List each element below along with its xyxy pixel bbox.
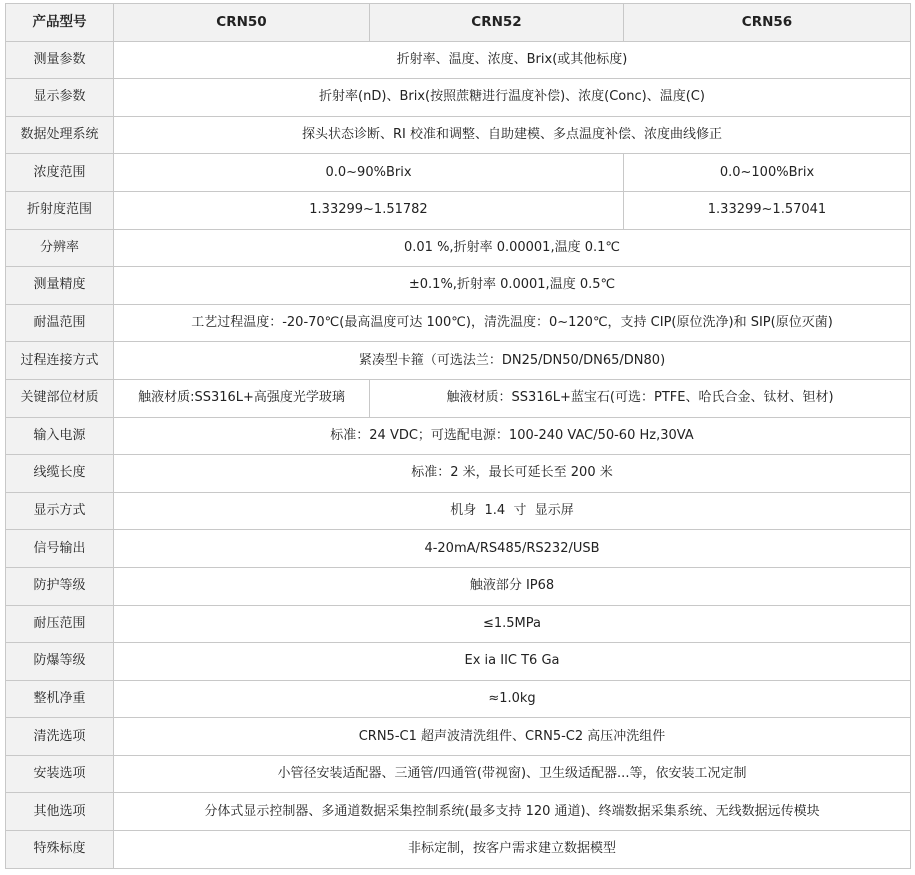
row-value: 标准：2 米，最长可延长至 200 米 [114, 455, 911, 493]
table-row [6, 229, 911, 267]
row-label: 折射度范围 [6, 191, 114, 229]
row-value: 小管径安装适配器、三通管/四通管(带视窗)、卫生级适配器...等，依安装工况定制 [114, 755, 911, 793]
table-row [6, 417, 911, 455]
table-row [6, 41, 911, 79]
row-label: 清洗选项 [6, 718, 114, 756]
table-row [6, 831, 911, 869]
row-label: 显示参数 [6, 79, 114, 117]
row-label: 防爆等级 [6, 643, 114, 681]
row-label: 信号输出 [6, 530, 114, 568]
table-row [6, 379, 911, 417]
row-value: ±0.1%,折射率 0.0001,温度 0.5℃ [114, 267, 911, 305]
row-label: 浓度范围 [6, 154, 114, 192]
row-value-crn56: 0.0~100%Brix [624, 154, 911, 192]
row-label: 特殊标度 [6, 831, 114, 869]
model-crn56: CRN56 [624, 4, 911, 42]
model-crn52: CRN52 [370, 4, 624, 42]
table-row [6, 755, 911, 793]
header-row [6, 4, 911, 42]
row-value: 分体式显示控制器、多通道数据采集控制系统(最多支持 120 通道)、终端数据采集系统、无线数据远传模块 [114, 793, 911, 831]
row-label: 测量精度 [6, 267, 114, 305]
row-value: 折射率、温度、浓度、Brix(或其他标度) [114, 41, 911, 79]
model-crn50: CRN50 [114, 4, 370, 42]
table-row [6, 718, 911, 756]
row-value: Ex ia IIC T6 Ga [114, 643, 911, 681]
header-label: 产品型号 [6, 4, 114, 42]
row-value: ≤1.5MPa [114, 605, 911, 643]
row-value-crn50-52: 0.0~90%Brix [114, 154, 624, 192]
row-value: 非标定制，按客户需求建立数据模型 [114, 831, 911, 869]
row-label: 安装选项 [6, 755, 114, 793]
row-label: 过程连接方式 [6, 342, 114, 380]
row-label: 关键部位材质 [6, 379, 114, 417]
table-row [6, 191, 911, 229]
row-value: 折射率(nD)、Brix(按照蔗糖进行温度补偿)、浓度(Conc)、温度(C) [114, 79, 911, 117]
table-row [6, 680, 911, 718]
table-row [6, 605, 911, 643]
table-row [6, 154, 911, 192]
row-label: 线缆长度 [6, 455, 114, 493]
row-value-crn56: 1.33299~1.57041 [624, 191, 911, 229]
table-row [6, 643, 911, 681]
row-label: 耐温范围 [6, 304, 114, 342]
table-row [6, 342, 911, 380]
row-value-crn50-52: 1.33299~1.51782 [114, 191, 624, 229]
row-label: 数据处理系统 [6, 116, 114, 154]
row-value: 标准：24 VDC；可选配电源：100-240 VAC/50-60 Hz,30VA [114, 417, 911, 455]
row-label: 输入电源 [6, 417, 114, 455]
row-value: 0.01 %,折射率 0.00001,温度 0.1℃ [114, 229, 911, 267]
row-label: 耐压范围 [6, 605, 114, 643]
row-value-crn50: 触液材质:SS316L+高强度光学玻璃 [114, 379, 370, 417]
table-row [6, 567, 911, 605]
row-value: 机身 1.4 寸 显示屏 [114, 492, 911, 530]
row-value: 触液部分 IP68 [114, 567, 911, 605]
row-label: 测量参数 [6, 41, 114, 79]
table-row [6, 79, 911, 117]
row-value: 紧凑型卡箍（可选法兰：DN25/DN50/DN65/DN80) [114, 342, 911, 380]
table-row [6, 267, 911, 305]
table-row [6, 492, 911, 530]
row-label: 分辨率 [6, 229, 114, 267]
table-row [6, 530, 911, 568]
row-label: 其他选项 [6, 793, 114, 831]
row-value: CRN5-C1 超声波清洗组件、CRN5-C2 高压冲洗组件 [114, 718, 911, 756]
row-value: 工艺过程温度：-20-70℃(最高温度可达 100℃)，清洗温度：0~120℃，支持 CIP(原位洗净)和 SIP(原位灭菌) [114, 304, 911, 342]
row-value: 探头状态诊断、RI 校准和调整、自助建模、多点温度补偿、浓度曲线修正 [114, 116, 911, 154]
table-row [6, 304, 911, 342]
table-row [6, 793, 911, 831]
table-row [6, 455, 911, 493]
row-label: 整机净重 [6, 680, 114, 718]
row-value: ≈1.0kg [114, 680, 911, 718]
product-spec-table [5, 3, 911, 869]
table-row [6, 116, 911, 154]
row-label: 防护等级 [6, 567, 114, 605]
row-value: 4-20mA/RS485/RS232/USB [114, 530, 911, 568]
row-label: 显示方式 [6, 492, 114, 530]
row-value-crn52-56: 触液材质：SS316L+蓝宝石(可选：PTFE、哈氏合金、钛材、钽材) [370, 379, 911, 417]
